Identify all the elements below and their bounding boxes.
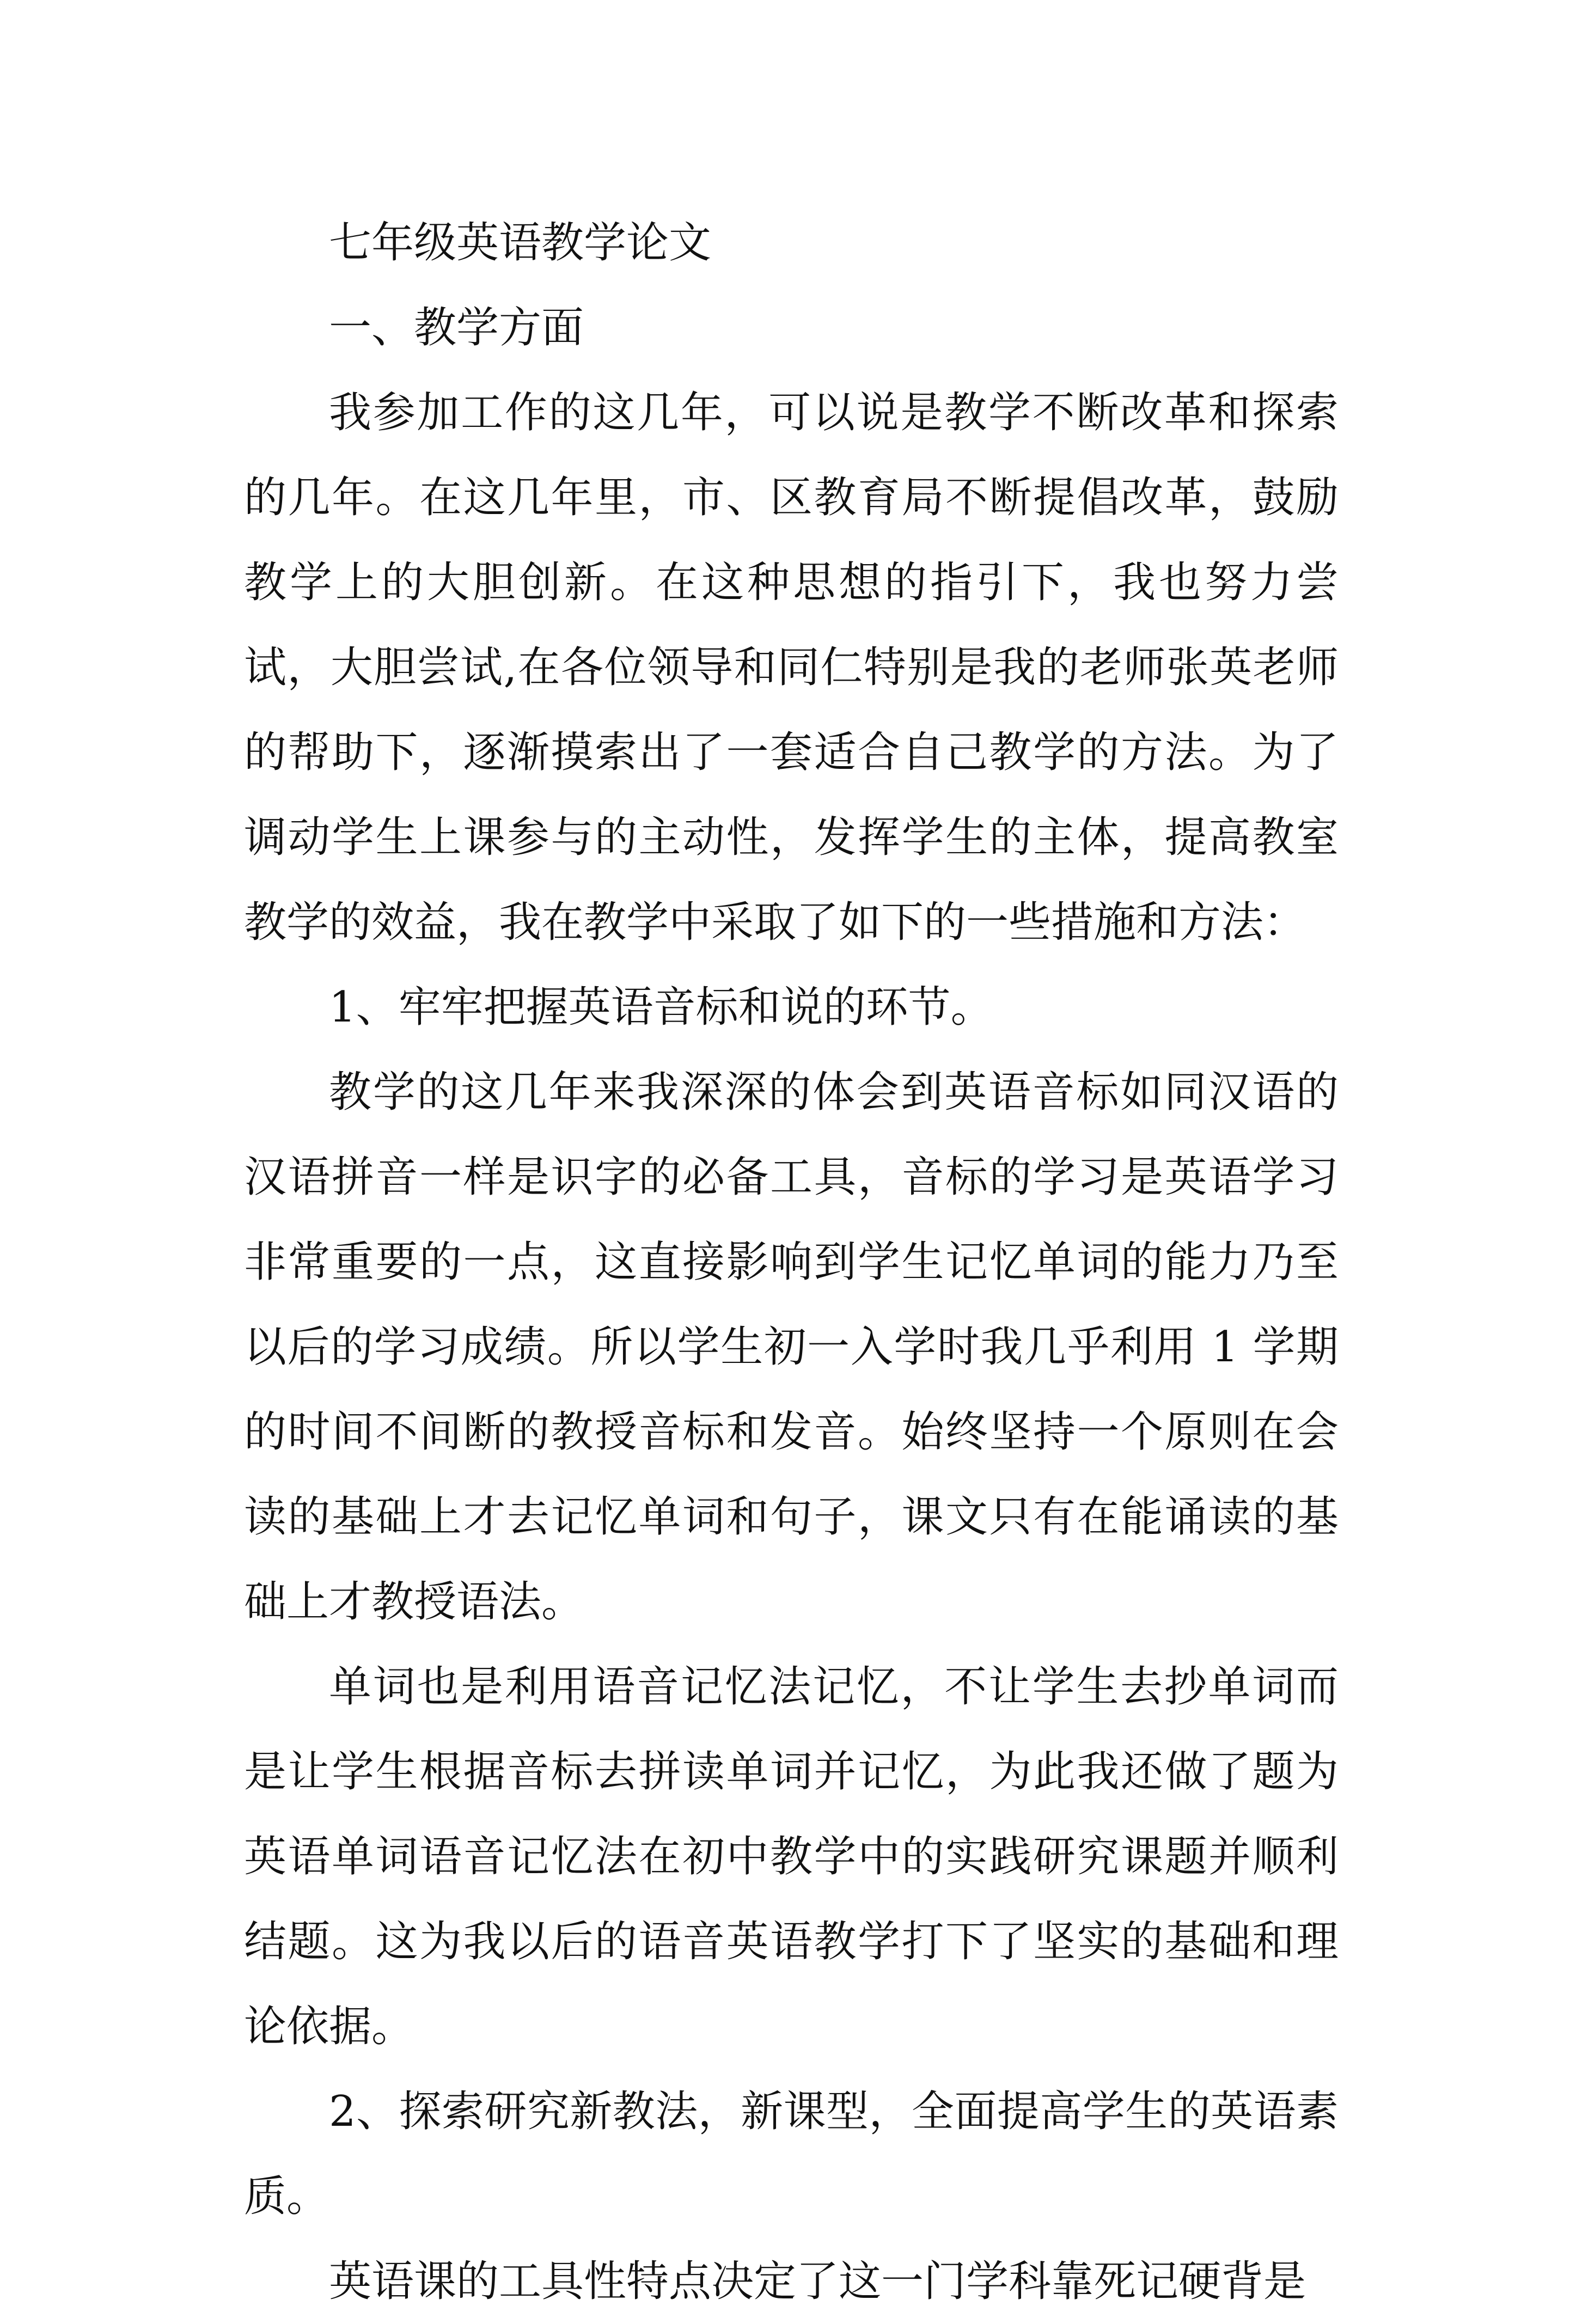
paragraph-vocabulary: 单词也是利用语音记忆法记忆，不让学生去抄单词而是让学生根据音标去拼读单词并记忆，为此我还做了题为英语单词语音记忆法在初中教学中的实践研究课题并顺利结题。这为我以后的语音英语教学打下了坚实的基础和理论依据。 [244,1662,1339,2051]
section-heading: 一、教学方面 [329,303,584,352]
document-title: 七年级英语教学论文 [329,218,712,267]
paragraph-tool-nature: 英语课的工具性特点决定了这一门学科靠死记硬背是 [329,2257,1306,2306]
document-body [244,200,1339,2324]
paragraph-intro: 我参加工作的这几年，可以说是教学不断改革和探索的几年。在这几年里，市、区教育局不断提倡改革，鼓励教学上的大胆创新。在这种思想的指引下，我也努力尝试，大胆尝试,在各位领导和同仁特别是我的老师张英老师的帮助下，逐渐摸索出了一套适合自己教学的方法。为了调动学生上课参与的主动性，发挥学生的主体，提高教室教学的效益，我在教学中采取了如下的一些措施和方法： [244,388,1339,947]
point-2-heading: 2、探索研究新教法，新课型，全面提高学生的英语素质。 [244,2087,1339,2221]
paragraph-phonetics: 教学的这几年来我深深的体会到英语音标如同汉语的汉语拼音一样是识字的必备工具，音标的学习是英语学习非常重要的一点，这直接影响到学生记忆单词的能力乃至以后的学习成绩。所以学生初一入学时我几乎利用 1 学期的时间不间断的教授音标和发音。始终坚持一个原则在会读的基础上才去记忆单词和句子，课文只有在能诵读的基础上才教授语法。 [244,1068,1339,1626]
point-1-heading: 1、牢牢把握英语音标和说的环节。 [329,983,993,1032]
